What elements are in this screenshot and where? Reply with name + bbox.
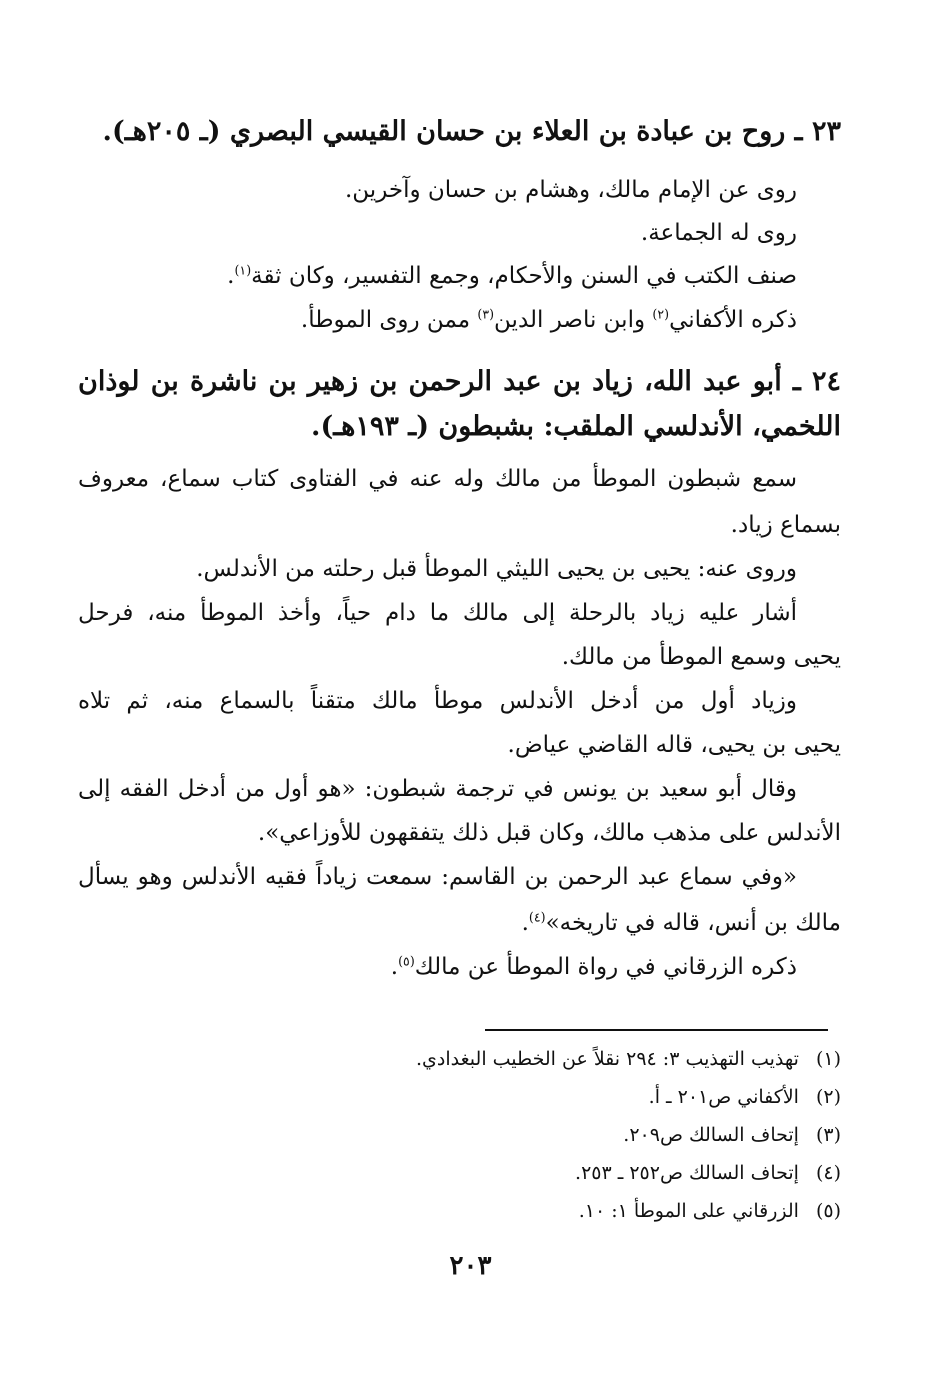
footnote-item	[575, 1162, 841, 1184]
entry-23-line	[227, 262, 797, 289]
period: .	[227, 263, 235, 289]
period: .	[390, 954, 399, 980]
entry-24-line: يحيى بن يحيى، قاله القاضي عياض.	[507, 732, 841, 758]
footnote-text: إتحاف السالك ص٢٥٢ ـ ٢٥٣.	[575, 1162, 799, 1184]
entry-24-line: وروى عنه: يحيى بن يحيى الليثي الموطأ قبل رحلته من الأندلس.	[196, 556, 797, 582]
footnote-text: الزرقاني على الموطأ ١: ١٠.	[578, 1200, 799, 1222]
entry-24-line: الأندلس على مذهب مالك، وكان قبل ذلك يتفقهون للأوزاعي».	[257, 820, 841, 846]
entry-23-line-text: ممن روى الموطأ.	[300, 307, 471, 333]
footnote-separator	[485, 1029, 828, 1031]
entry-24-line: بسماع زياد.	[730, 512, 841, 538]
entry-23-line-text: ذكره الأكفاني	[669, 307, 797, 333]
footnote-item	[416, 1048, 841, 1070]
footnote-ref[interactable]: (٥)	[398, 953, 415, 969]
entry-24-line: سمع شبطون الموطأ من مالك وله عنه في الفتاوى كتاب سماع، معروف	[78, 466, 797, 492]
footnote-text: إتحاف السالك ص٢٠٩.	[623, 1124, 799, 1146]
period: .	[521, 910, 529, 936]
footnote-ref[interactable]: (١)	[234, 262, 252, 278]
footnote-text: الأكفاني ص٢٠١ ـ أ.	[648, 1086, 799, 1108]
entry-24-line-text: ذكره الزرقاني في رواة الموطأ عن مالك	[414, 954, 797, 980]
entry-24-line: «وفي سماع عبد الرحمن بن القاسم: سمعت زياداً فقيه الأندلس وهو يسأل	[78, 864, 797, 890]
footnote-number: (٢)	[815, 1086, 841, 1108]
footnote-number: (٣)	[815, 1124, 841, 1146]
entry-24-line: يحيى وسمع الموطأ من مالك.	[561, 644, 841, 670]
entry-23-line-text: صنف الكتب في السنن والأحكام، وجمع التفسير، وكان ثقة	[251, 263, 797, 289]
entry-24-line: وقال أبو سعيد بن يونس في ترجمة شبطون: «هو أول من أدخل الفقه إلى	[78, 776, 797, 802]
entry-24-line: وزياد أول من أدخل الأندلس موطأ مالك متقناً بالسماع منه، ثم تلاه	[78, 688, 797, 714]
entry-23-line	[300, 306, 797, 333]
entry-24-line	[521, 909, 841, 936]
entry-24-line-text: مالك بن أنس، قاله في تاريخه»	[545, 910, 841, 936]
footnote-item	[649, 1086, 841, 1108]
page-number: ٢٠٣	[449, 1251, 492, 1281]
entry-24-heading: اللخمي، الأندلسي الملقب: بشبطون (ـ ١٩٣هـ).	[311, 411, 841, 442]
footnote-item	[579, 1200, 841, 1222]
entry-23-heading: ٢٣ ـ روح بن عبادة بن العلاء بن حسان القيسي البصري (ـ ٢٠٥هـ).	[102, 116, 841, 147]
entry-23-line: روى عن الإمام مالك، وهشام بن حسان وآخرين.	[344, 177, 797, 203]
entry-24-heading: ٢٤ ـ أبو عبد الله، زياد بن عبد الرحمن بن زهير بن ناشرة بن لوذان	[78, 366, 841, 397]
entry-24-line	[390, 953, 797, 980]
entry-23-line: روى له الجماعة.	[640, 220, 797, 246]
footnote-ref[interactable]: (٣)	[477, 306, 495, 322]
footnote-number: (١)	[815, 1048, 841, 1070]
footnote-ref[interactable]: (٤)	[528, 909, 546, 925]
entry-23-line-text: وابن ناصر الدين	[494, 307, 646, 333]
footnote-ref[interactable]: (٢)	[652, 306, 670, 322]
footnote-number: (٤)	[815, 1162, 841, 1184]
footnote-number: (٥)	[815, 1200, 841, 1222]
entry-24-line: أشار عليه زياد بالرحلة إلى مالك ما دام حياً، وأخذ الموطأ منه، فرحل	[78, 600, 797, 626]
footnote-item	[623, 1124, 841, 1146]
footnote-text: تهذيب التهذيب ٣: ٢٩٤ نقلاً عن الخطيب البغدادي.	[416, 1048, 799, 1070]
